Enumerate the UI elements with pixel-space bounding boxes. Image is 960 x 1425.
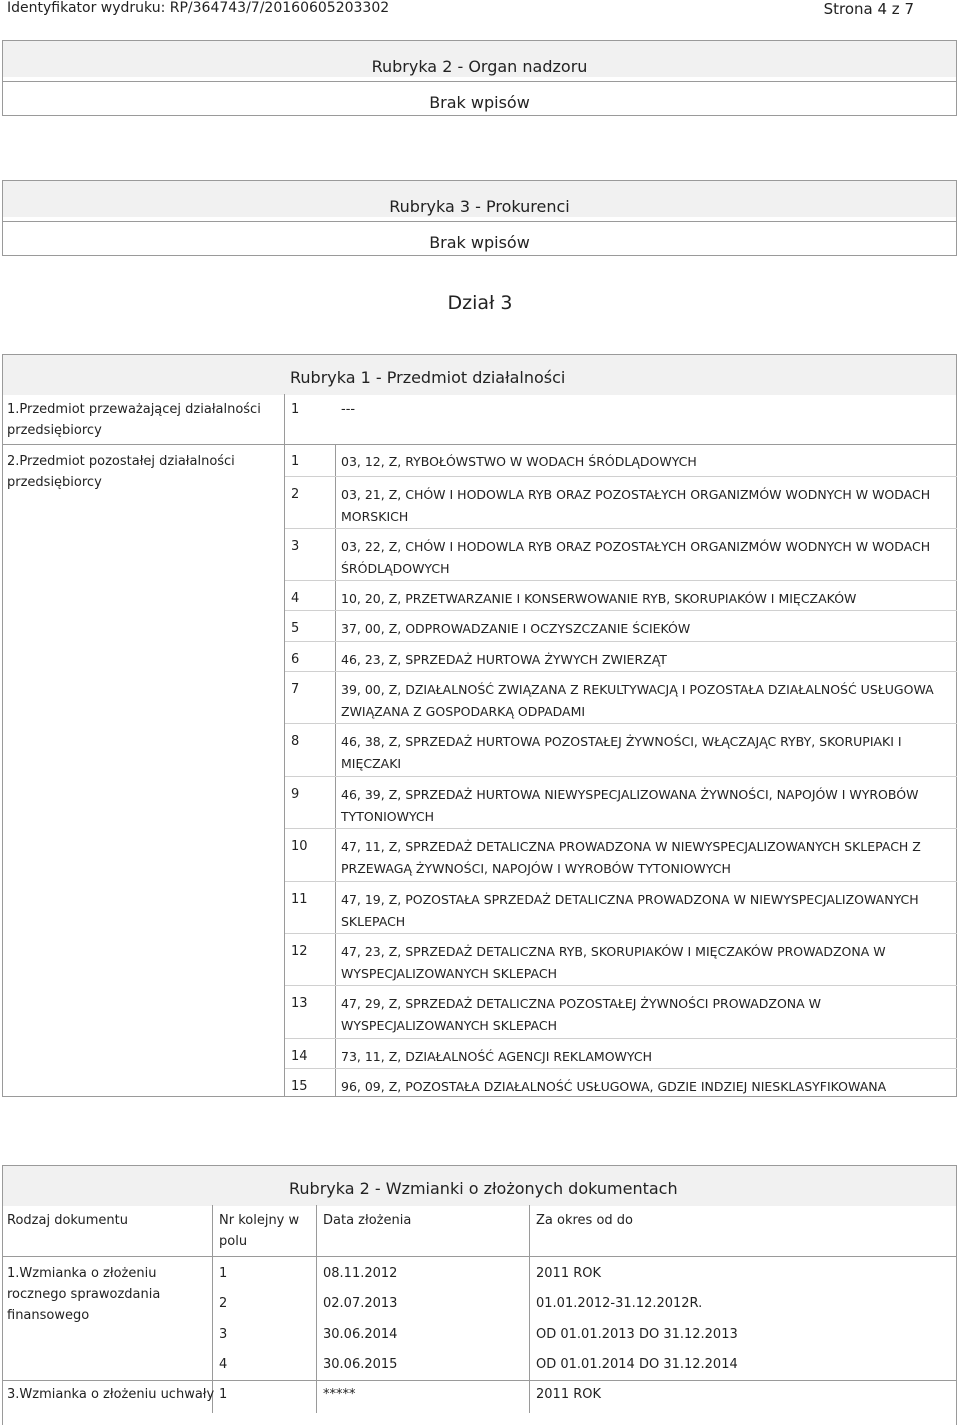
activity-text: 47, 29, Z, SPRZEDAŻ DETALICZNA POZOSTAŁEJ ŻYWNOŚCI PROWADZONA W WYSPECJALIZOWANYCH SKLEPACH — [341, 996, 822, 1033]
wzmianka-sprawozdanie-label: 1.Wzmianka o złożeniu rocznego sprawozdania finansowego — [7, 1266, 161, 1323]
przedmiot-title: Rubryka 1 - Przedmiot działalności — [290, 368, 566, 387]
activity-text: 47, 11, Z, SPRZEDAŻ DETALICZNA PROWADZONA W NIEWYSPECJALIZOWANYCH SKLEPACH Z PRZEWAGĄ ŻYWNOŚCI, NAPOJÓW I WYROBÓW TYTONIOWYCH — [341, 839, 921, 876]
document-date: 30.06.2014 — [323, 1327, 398, 1342]
document-number: 1 — [219, 1387, 228, 1402]
prokurenci-empty: Brak wpisów — [429, 233, 530, 252]
przedmiot-main-label: 1.Przedmiot przeważającej działalności przedsiębiorcy — [7, 402, 261, 438]
activity-number: 9 — [291, 787, 300, 802]
wzmianki-title: Rubryka 2 - Wzmianki o złożonych dokumentach — [289, 1179, 678, 1198]
activity-number: 13 — [291, 996, 308, 1011]
activity-text: 03, 22, Z, CHÓW I HODOWLA RYB ORAZ POZOSTAŁYCH ORGANIZMÓW WODNYCH W WODACH ŚRÓDLĄDOWYCH — [341, 539, 931, 576]
activity-text: 46, 38, Z, SPRZEDAŻ HURTOWA POZOSTAŁEJ ŻYWNOŚCI, WŁĄCZAJĄC RYBY, SKORUPIAKI I MIĘCZAKI — [341, 734, 902, 771]
row-separator — [285, 528, 957, 529]
activity-number: 1 — [291, 454, 300, 469]
document-period: 2011 ROK — [536, 1387, 602, 1402]
activity-text: 46, 23, Z, SPRZEDAŻ HURTOWA ŻYWYCH ZWIERZĄT — [341, 652, 667, 667]
page-number: Strona 4 z 7 — [823, 0, 914, 18]
document-number: 3 — [219, 1327, 228, 1342]
col-header-rodzaj: Rodzaj dokumentu — [7, 1213, 128, 1228]
activity-text: 39, 00, Z, DZIAŁALNOŚĆ ZWIĄZANA Z REKULTYWACJĄ I POZOSTAŁA DZIAŁALNOŚĆ USŁUGOWA ZWIĄZANA Z GOSPODARKĄ ODPADAMI — [341, 682, 934, 719]
activity-text: 73, 11, Z, DZIAŁALNOŚĆ AGENCJI REKLAMOWYCH — [341, 1049, 652, 1064]
row-separator — [285, 723, 957, 724]
document-period: 01.01.2012-31.12.2012R. — [536, 1296, 703, 1311]
activity-number: 11 — [291, 892, 308, 907]
activity-number: 10 — [291, 839, 308, 854]
activity-text: 96, 09, Z, POZOSTAŁA DZIAŁALNOŚĆ USŁUGOWA, GDZIE INDZIEJ NIESKLASYFIKOWANA — [341, 1079, 887, 1094]
row-separator — [285, 671, 957, 672]
col-header-nr: Nr kolejny w polu — [219, 1213, 300, 1249]
row-separator — [285, 881, 957, 882]
przedmiot-other-label: 2.Przedmiot pozostałej działalności przedsiębiorcy — [7, 454, 235, 490]
row-separator — [285, 933, 957, 934]
organ-nadzoru-title: Rubryka 2 - Organ nadzoru — [371, 57, 588, 76]
activity-number: 7 — [291, 682, 300, 697]
row-separator — [285, 1038, 957, 1039]
document-date: 30.06.2015 — [323, 1357, 398, 1372]
activity-text: 03, 12, Z, RYBOŁÓWSTWO W WODACH ŚRÓDLĄDOWYCH — [341, 454, 697, 469]
activity-number: 12 — [291, 944, 308, 959]
activity-number: 5 — [291, 621, 300, 636]
row-separator — [285, 985, 957, 986]
organ-nadzoru-section — [2, 40, 957, 116]
activity-text: 37, 00, Z, ODPROWADZANIE I OCZYSZCZANIE ŚCIEKÓW — [341, 621, 691, 636]
row-separator — [285, 610, 957, 611]
activity-number: 3 — [291, 539, 300, 554]
prokurenci-title: Rubryka 3 - Prokurenci — [389, 197, 570, 216]
row-separator — [285, 828, 957, 829]
document-period: OD 01.01.2014 DO 31.12.2014 — [536, 1357, 738, 1372]
col-header-data: Data złożenia — [323, 1213, 412, 1228]
document-date: 02.07.2013 — [323, 1296, 398, 1311]
activity-number: 14 — [291, 1049, 308, 1064]
przedmiot-main-value: --- — [341, 402, 356, 417]
document-date: 08.11.2012 — [323, 1266, 398, 1281]
activity-number: 6 — [291, 652, 300, 667]
row-separator — [285, 776, 957, 777]
activity-text: 10, 20, Z, PRZETWARZANIE I KONSERWOWANIE RYB, SKORUPIAKÓW I MIĘCZAKÓW — [341, 591, 857, 606]
document-number: 4 — [219, 1357, 228, 1372]
row-separator — [285, 641, 957, 642]
przedmiot-main-number: 1 — [291, 402, 300, 417]
activity-text: 47, 23, Z, SPRZEDAŻ DETALICZNA RYB, SKORUPIAKÓW I MIĘCZAKÓW PROWADZONA W WYSPECJALIZOWANYCH SKLEPACH — [341, 944, 886, 981]
row-separator — [285, 1068, 957, 1069]
wzmianka-uchwala-label: 3.Wzmianka o złożeniu uchwały — [7, 1387, 215, 1402]
activity-text: 47, 19, Z, POZOSTAŁA SPRZEDAŻ DETALICZNA PROWADZONA W NIEWYSPECJALIZOWANYCH SKLEPACH — [341, 892, 919, 929]
print-identifier: Identyfikator wydruku: RP/364743/7/20160605203302 — [7, 0, 390, 16]
organ-nadzoru-empty: Brak wpisów — [429, 93, 530, 112]
document-date: ***** — [323, 1387, 356, 1402]
row-separator — [285, 476, 957, 477]
activity-number: 8 — [291, 734, 300, 749]
activity-number: 15 — [291, 1079, 308, 1094]
activity-text: 03, 21, Z, CHÓW I HODOWLA RYB ORAZ POZOSTAŁYCH ORGANIZMÓW WODNYCH W WODACH MORSKICH — [341, 487, 931, 524]
row-separator — [285, 580, 957, 581]
dzial-title: Dział 3 — [447, 292, 513, 314]
prokurenci-section — [2, 180, 957, 256]
document-number: 1 — [219, 1266, 228, 1281]
activity-text: 46, 39, Z, SPRZEDAŻ HURTOWA NIEWYSPECJALIZOWANA ŻYWNOŚCI, NAPOJÓW I WYROBÓW TYTONIOWYCH — [341, 787, 919, 824]
activity-number: 2 — [291, 487, 300, 502]
document-period: OD 01.01.2013 DO 31.12.2013 — [536, 1327, 738, 1342]
document-number: 2 — [219, 1296, 228, 1311]
document-period: 2011 ROK — [536, 1266, 602, 1281]
activity-number: 4 — [291, 591, 300, 606]
col-header-okres: Za okres od do — [536, 1213, 633, 1228]
